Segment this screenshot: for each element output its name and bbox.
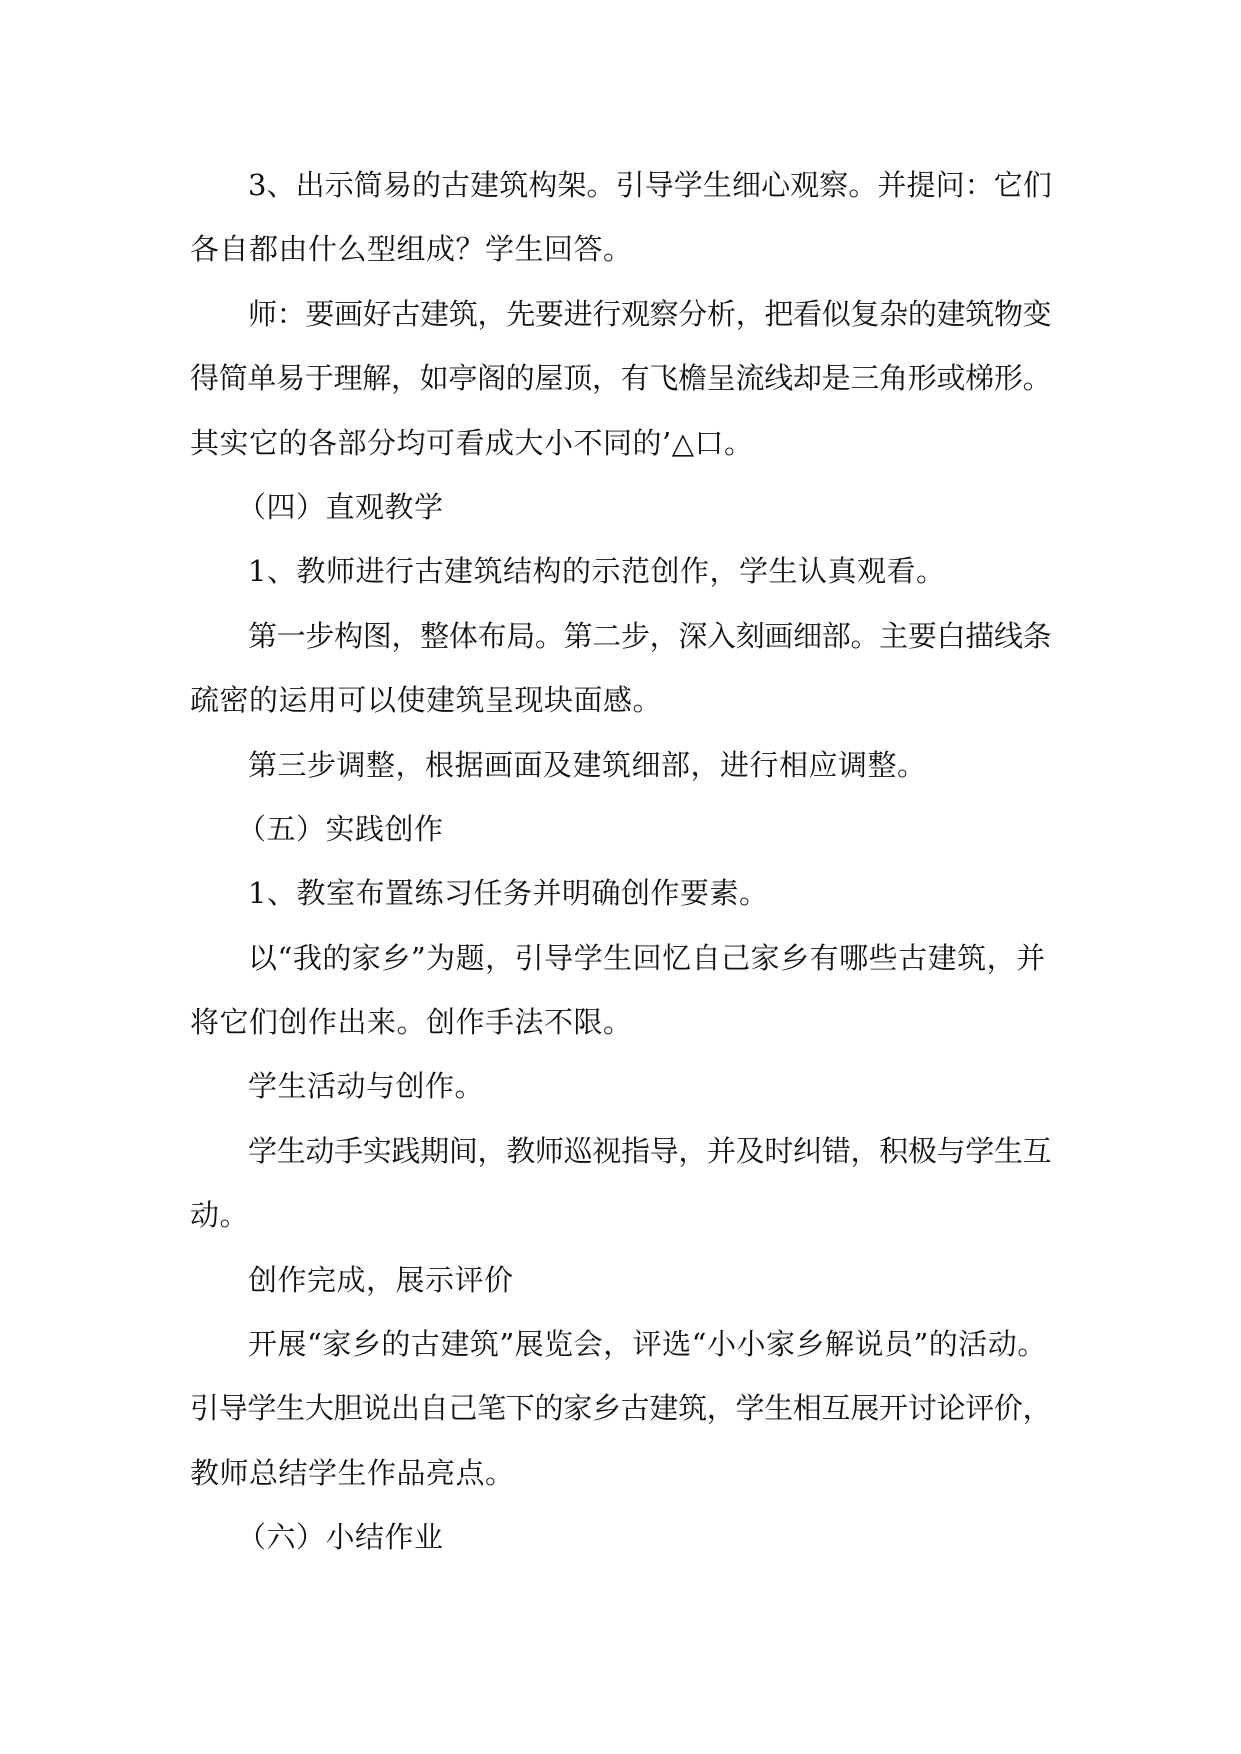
section-heading: （五）实践创作 [237,812,444,846]
paragraph-line: 引导学生大胆说出自己笔下的家乡古建筑，学生相互展开讨论评价， [190,1391,1052,1425]
paragraph-line: 得简单易于理解，如亭阁的屋顶，有飞檐呈流线却是三角形或梯形。 [190,361,1052,395]
paragraph-line: 1、教师进行古建筑结构的示范创作，学生认真观看。 [248,554,946,588]
paragraph-line: 3、出示简易的古建筑构架。引导学生细心观察。并提问：它们 [248,168,1052,202]
section-heading: （六）小结作业 [237,1520,444,1554]
paragraph-line: 疏密的运用可以使建筑呈现块面感。 [190,683,663,717]
paragraph-line: 创作完成，展示评价 [248,1263,514,1297]
paragraph-line: 1、教室布置练习任务并明确创作要素。 [248,876,769,910]
paragraph-line: 其实它的各部分均可看成大小不同的’△口。 [190,426,754,460]
paragraph-line: 教师总结学生作品亮点。 [190,1456,515,1490]
paragraph-line: 第一步构图，整体布局。第二步，深入刻画细部。主要白描线条 [248,619,1052,653]
paragraph-line: 师：要画好古建筑，先要进行观察分析，把看似复杂的建筑物变 [248,297,1052,331]
paragraph-line: 学生动手实践期间，教师巡视指导，并及时纠错，积极与学生互 [248,1134,1052,1168]
paragraph-line: 各自都由什么型组成？学生回答。 [190,232,633,266]
section-heading: （四）直观教学 [237,490,444,524]
paragraph-line: 以“我的家乡”为题，引导学生回忆自己家乡有哪些古建筑，并 [248,941,1046,975]
paragraph-line: 动。 [190,1198,250,1232]
paragraph-line: 将它们创作出来。创作手法不限。 [190,1005,633,1039]
paragraph-line: 开展“家乡的古建筑”展览会，评选“小小家乡解说员”的活动。 [248,1327,1047,1361]
paragraph-line: 第三步调整，根据画面及建筑细部，进行相应调整。 [248,748,927,782]
paragraph-line: 学生活动与创作。 [248,1069,485,1103]
